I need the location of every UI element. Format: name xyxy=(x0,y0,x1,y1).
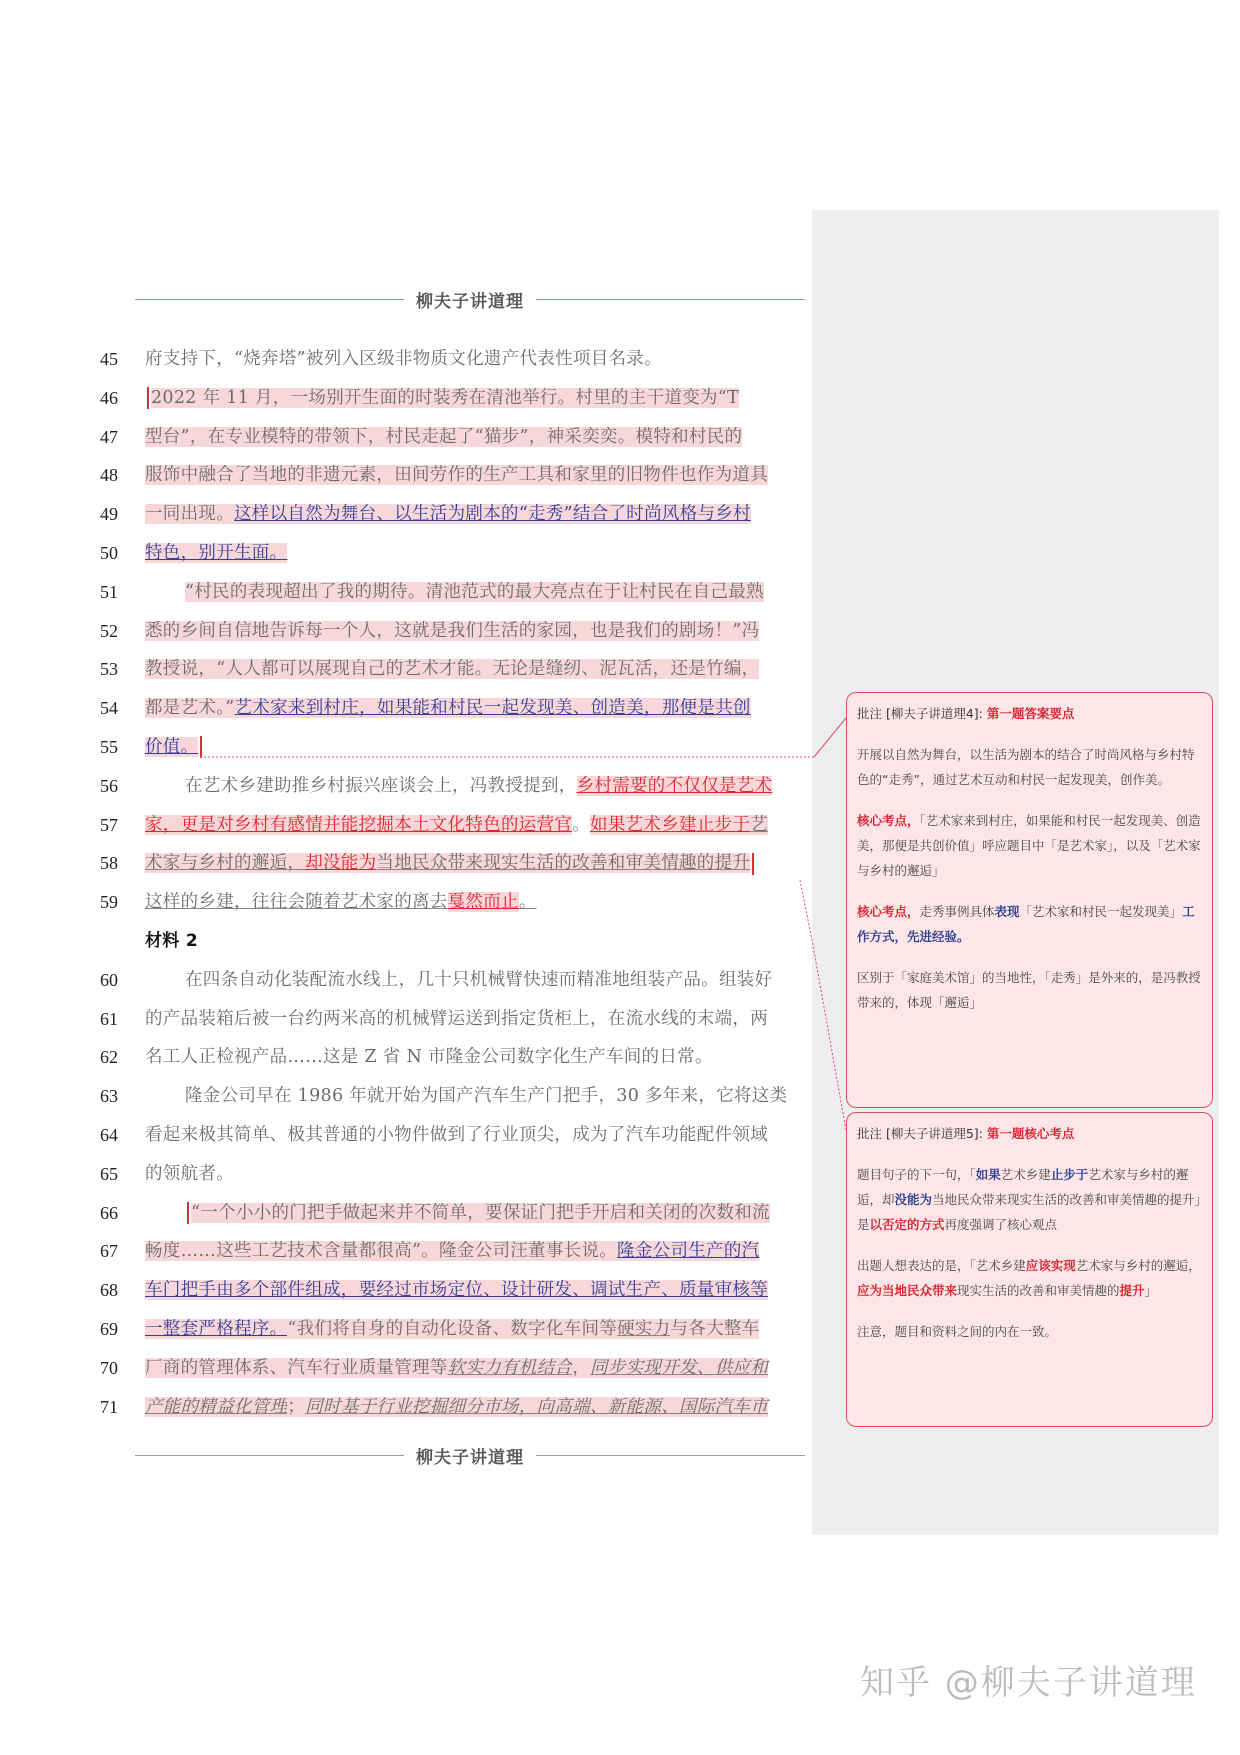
highlighted-text[interactable]: 型台”，在专业模特的带领下，村民走起了“猫步”，神采奕奕。模特和村民的 xyxy=(145,426,743,447)
highlighted-text[interactable]: 当地民众带来现实生活的改善和审美情趣的提升 xyxy=(376,853,751,874)
line-number: 54 xyxy=(100,698,118,719)
comment-text: 再度强调了核心观点 xyxy=(944,1217,1058,1232)
italic-phrase[interactable]: 同时基于行业挖掘细分市场，向高端、新能源、国际汽车市 xyxy=(305,1396,769,1417)
comment-text: 「艺术家和村民一起发现美」 xyxy=(1019,904,1183,919)
line-number: 71 xyxy=(100,1396,118,1417)
page-footer xyxy=(135,1443,805,1467)
highlighted-text[interactable]: ， xyxy=(572,1357,591,1378)
line-60 xyxy=(90,961,810,1000)
line-63 xyxy=(90,1077,810,1116)
line-47 xyxy=(90,418,810,457)
line-51 xyxy=(90,573,810,612)
line-number: 55 xyxy=(100,736,118,757)
line-62 xyxy=(90,1038,810,1077)
keyword-blue: 工作方式，先进经验。 xyxy=(857,904,1195,944)
line-number: 67 xyxy=(100,1241,118,1262)
key-phrase-underlined[interactable]: 艺术家来到村庄，如果能和村民一起发现美、创造美，那便是共创 xyxy=(234,698,751,719)
key-phrase-underlined[interactable]: 这样以自然为舞台、以生活为剧本的“走秀”结合了时尚风格与乡村 xyxy=(234,504,751,525)
line-number: 51 xyxy=(100,581,118,602)
line-69 xyxy=(90,1310,810,1349)
line-number: 49 xyxy=(100,504,118,525)
line-number: 50 xyxy=(100,542,118,563)
highlighted-text[interactable]: “我们将自身的自动化设备、数字化车间等 xyxy=(287,1318,618,1339)
italic-phrase[interactable]: 软实力有机结合 xyxy=(447,1357,573,1378)
line-number: 65 xyxy=(100,1163,118,1184)
line-55 xyxy=(90,728,810,767)
key-phrase-underlined[interactable]: 一整套严格程序。 xyxy=(145,1318,288,1339)
comment-anchor-marker xyxy=(200,736,202,758)
line-number: 60 xyxy=(100,969,118,990)
line-number: 58 xyxy=(100,853,118,874)
line-64 xyxy=(90,1116,810,1155)
comment-label: 批注 [柳夫子讲道理4]: xyxy=(857,706,987,721)
line-48 xyxy=(90,456,810,495)
highlighted-text[interactable]: 艺 xyxy=(750,814,769,835)
italic-phrase[interactable]: 同步实现开发、供应和 xyxy=(590,1357,769,1378)
line-66 xyxy=(90,1194,810,1233)
highlighted-text[interactable]: 服饰中融合了当地的非遗元素，田间劳作的生产工具和家里的旧物件也作为道具 xyxy=(145,465,768,486)
line-number: 62 xyxy=(100,1047,118,1068)
keyword-red: 提升 xyxy=(1119,1283,1145,1298)
footer-title: 柳夫子讲道理 xyxy=(416,1447,524,1468)
line-68 xyxy=(90,1271,810,1310)
keyword-core: 核心考点， xyxy=(857,813,920,828)
highlighted-text[interactable]: “村民的表现超出了我的期待。清池范式的最大亮点在于让村民在自己最熟 xyxy=(185,581,764,602)
line-number: 45 xyxy=(100,349,118,369)
highlighted-text[interactable]: ； xyxy=(287,1396,306,1417)
comment-text: 出题人想表达的是，「艺术乡建 xyxy=(857,1258,1026,1273)
line-71 xyxy=(90,1388,810,1427)
line-number: 48 xyxy=(100,465,118,486)
document-body xyxy=(90,340,810,1426)
line-number: 70 xyxy=(100,1357,118,1378)
highlighted-text[interactable]: 2022 年 11 月，一场别开生面的时装秀在清池举行。村里的主干道变为“T xyxy=(151,387,740,408)
line-59 xyxy=(90,883,810,922)
comment-paragraph: 开展以自然为舞台，以生活为剧本的结合了时尚风格与乡村特色的“走秀”，通过艺术互动和村民一起发现美，创作美。 xyxy=(857,747,1195,787)
line-57 xyxy=(90,806,810,845)
footer-line-left xyxy=(135,1455,404,1456)
line-number: 46 xyxy=(100,387,118,408)
italic-phrase[interactable]: 产能的精益化管理 xyxy=(145,1396,288,1417)
key-phrase-red[interactable]: 如果艺术乡建止步于 xyxy=(590,814,751,835)
line-number: 59 xyxy=(100,892,118,913)
comment-box-1[interactable] xyxy=(846,692,1213,1108)
line-number: 53 xyxy=(100,659,118,680)
comment-anchor-marker xyxy=(752,853,754,875)
line-65 xyxy=(90,1155,810,1194)
key-phrase-underlined[interactable]: 价值。 xyxy=(145,736,199,757)
line-number: 68 xyxy=(100,1280,118,1301)
body-text: 。 xyxy=(572,814,591,835)
highlighted-text[interactable]: 悉的乡间自信地告诉每一个人，这就是我们生活的家园，也是我们的剧场！”冯 xyxy=(145,620,760,641)
keyword-core: 核心考点， xyxy=(857,904,920,919)
line-49 xyxy=(90,495,810,534)
comment-text: 艺术家与乡村的邂逅， xyxy=(1075,1258,1201,1273)
line-number: 47 xyxy=(100,426,118,447)
keyword-red: 以否定的方式 xyxy=(869,1217,945,1232)
key-phrase-red[interactable]: 却没能为 xyxy=(305,853,377,874)
line-52 xyxy=(90,612,810,651)
line-text: 名工人正检视产品……这是 Z 省 N 市隆金公司数字化生产车间的日常。 xyxy=(145,1047,713,1068)
body-text: 。 xyxy=(518,892,537,913)
line-text: 府支持下，“烧奔塔”被列入区级非物质文化遗产代表性项目名录。 xyxy=(145,349,662,369)
comment-topic: 第一题核心考点 xyxy=(986,1126,1075,1141)
keyword-blue: 止步于 xyxy=(1050,1167,1089,1182)
key-phrase-red[interactable]: 家，更是对乡村有感情并能挖掘本土文化特色的运营官 xyxy=(145,814,573,835)
keyword-blue: 没能为 xyxy=(894,1192,933,1207)
line-number: 63 xyxy=(100,1086,118,1107)
highlighted-text[interactable]: 硬实力 xyxy=(617,1318,671,1339)
key-phrase-underlined[interactable]: 特色，别开生面。 xyxy=(145,542,288,563)
header-line-right xyxy=(536,299,805,300)
header-title: 柳夫子讲道理 xyxy=(416,291,524,312)
line-70 xyxy=(90,1349,810,1388)
zhihu-watermark: 知乎 @柳夫子讲道理 xyxy=(860,1663,1197,1703)
key-phrase-red[interactable]: 戛然而止 xyxy=(447,892,519,913)
keyword-blue: 如果 xyxy=(975,1167,1001,1182)
keyword-blue: 表现 xyxy=(994,904,1020,919)
line-53 xyxy=(90,650,810,689)
line-number: 52 xyxy=(100,620,118,641)
line-56 xyxy=(90,767,810,806)
line-text: 的领航者。 xyxy=(145,1163,234,1184)
key-phrase-underlined[interactable]: 隆金公司生产的汽 xyxy=(617,1241,760,1262)
line-number: 66 xyxy=(100,1202,118,1223)
body-text: 这样的乡建，往往会随着艺术家的离去 xyxy=(145,892,448,913)
line-text: 隆金公司早在 1986 年就开始为国产汽车生产门把手，30 多年来，它将这类 xyxy=(185,1086,788,1107)
line-45 xyxy=(90,340,810,379)
highlighted-text[interactable]: 厂商的管理体系、汽车行业质量管理等 xyxy=(145,1357,448,1378)
line-58 xyxy=(90,844,810,883)
material-heading-row xyxy=(90,922,810,961)
keyword-red: 应该实现 xyxy=(1025,1258,1076,1273)
line-number: 61 xyxy=(100,1008,118,1029)
comment-text: 走秀事例具体 xyxy=(919,904,995,919)
comment-paragraph: 「艺术家来到村庄，如果能和村民一起发现美、创造美，那便是共创价值」呼应题目中「是艺术家」，以及「艺术家与乡村的邂逅」 xyxy=(857,813,1201,878)
comment-paragraph: 区别于「家庭美术馆」的当地性，「走秀」是外来的，是冯教授带来的，体现「邂逅」 xyxy=(857,970,1201,1010)
highlighted-text[interactable]: 都是艺术。” xyxy=(145,698,235,719)
highlighted-text[interactable]: 与各大整车 xyxy=(670,1318,760,1339)
line-number: 56 xyxy=(100,775,118,796)
line-number: 69 xyxy=(100,1318,118,1339)
highlighted-text[interactable]: 术家与乡村的邂逅， xyxy=(145,853,306,874)
comment-paragraph: 注意，题目和资料之间的内在一致。 xyxy=(857,1324,1058,1339)
highlighted-text[interactable]: 教授说，“人人都可以展现自己的艺术才能。无论是缝纫、泥瓦活，还是竹编， xyxy=(145,659,760,680)
line-67 xyxy=(90,1232,810,1271)
line-text: 看起来极其简单、极其普通的小物件做到了行业顶尖，成为了汽车功能配件领域 xyxy=(145,1124,768,1145)
comment-text: 现实生活的改善和审美情趣的 xyxy=(957,1283,1120,1298)
keyword-red: 应为当地民众带来 xyxy=(857,1283,958,1298)
comment-anchor-marker xyxy=(187,1202,189,1224)
material-2-heading: 材料 2 xyxy=(145,930,198,951)
page-header xyxy=(135,287,805,311)
comment-text: 」 xyxy=(1144,1283,1158,1298)
comment-text: 题目句子的下一句，「 xyxy=(857,1167,976,1182)
highlighted-text[interactable]: 畅度……这些工艺技术含量都很高”。隆金公司汪董事长说。 xyxy=(145,1241,618,1262)
comment-text: 艺术乡建 xyxy=(1000,1167,1051,1182)
footer-line-right xyxy=(536,1455,805,1456)
line-61 xyxy=(90,1000,810,1039)
line-text: 在四条自动化装配流水线上，几十只机械臂快速而精准地组装产品。组装好 xyxy=(185,969,773,990)
line-54 xyxy=(90,689,810,728)
line-50 xyxy=(90,534,810,573)
key-phrase-red[interactable]: 乡村需要的不仅仅是艺术 xyxy=(576,775,773,796)
key-phrase-underlined[interactable]: 车门把手由多个部件组成，要经过市场定位、设计研发、调试生产、质量审核等 xyxy=(145,1280,768,1301)
comment-box-2[interactable] xyxy=(846,1112,1213,1427)
comment-anchor-marker xyxy=(147,387,149,409)
body-text: 在艺术乡建助推乡村振兴座谈会上，冯教授提到， xyxy=(185,775,577,796)
line-46 xyxy=(90,379,810,418)
line-number: 64 xyxy=(100,1124,118,1145)
highlighted-text[interactable]: “一个小小的门把手做起来并不简单，要保证门把手开启和关闭的次数和流 xyxy=(191,1202,770,1223)
highlighted-text[interactable]: 一同出现。 xyxy=(145,504,234,525)
line-text: 的产品装箱后被一台约两米高的机械臂运送到指定货柜上，在流水线的末端，两 xyxy=(145,1008,768,1029)
comment-text: 当地民众带来现实生活的改善和审美情趣的提升」是 xyxy=(857,1192,1201,1232)
comment-label: 批注 [柳夫子讲道理5]: xyxy=(857,1126,987,1141)
line-number: 57 xyxy=(100,814,118,835)
comment-text: 艺术家与乡村的邂逅，却 xyxy=(857,1167,1189,1207)
comment-topic: 第一题答案要点 xyxy=(986,706,1075,721)
header-line-left xyxy=(135,299,404,300)
